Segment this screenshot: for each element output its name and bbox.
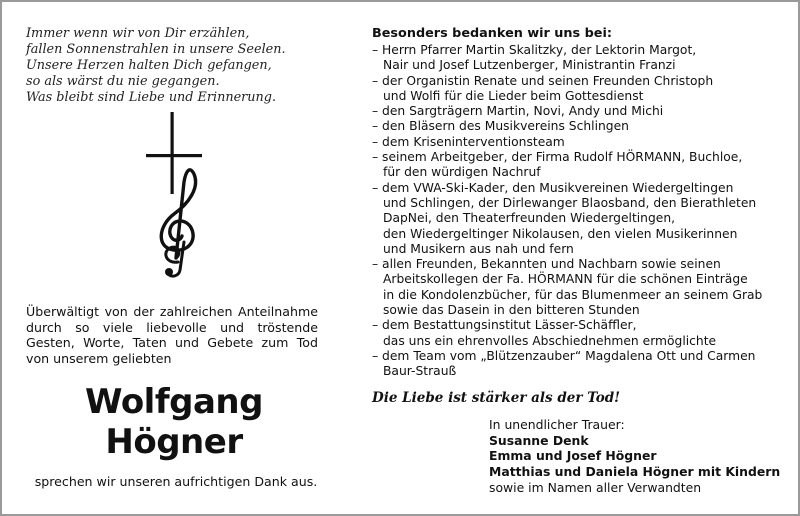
right-column	[372, 26, 792, 496]
thanks-line: DapNei, den Theaterfreunden Wiedergeltingen,	[383, 211, 676, 226]
motto: Die Liebe ist stärker als der Tod!	[372, 390, 621, 406]
thanks-line: – allen Freunden, Bekannten und Nachbarn sowie seinen	[372, 257, 721, 272]
intro-line: von unserem geliebten	[26, 351, 172, 367]
thanks-line: und Musikern aus nah und fern	[383, 241, 574, 256]
thanks-line: – seinem Arbeitgeber, der Firma Rudolf HÖRMANN, Buchloe,	[372, 150, 743, 165]
intro-line: Überwältigt von der zahlreichen Anteilnahme	[26, 304, 318, 319]
thanks-line: und Schlingen, der Dirlewanger Blaosband, den Bierathleten	[383, 195, 757, 210]
mourning-intro: In unendlicher Trauer:	[489, 417, 625, 432]
mourner-name: Matthias und Daniela Högner mit Kindern	[489, 464, 781, 480]
thanks-line: – dem Team vom „Blützenzauber“ Magdalena Ott und Carmen	[372, 348, 756, 363]
thanks-line: und Wolfi für die Lieder beim Gottesdienst	[383, 88, 644, 103]
mourners-block	[489, 417, 780, 496]
thanks-line: sowie das Dasein in den bitteren Stunden	[383, 303, 640, 318]
relatives-line: sowie im Namen aller Verwandten	[489, 479, 702, 495]
thanks-line: – dem Bestattungsinstitut Lässer-Schäffler,	[372, 318, 637, 333]
left-column	[26, 26, 326, 496]
mourner-name: Emma und Josef Högner	[489, 448, 657, 464]
poem-line: Unsere Herzen halten Dich gefangen,	[26, 57, 272, 73]
thanks-line: das uns ein ehrenvolles Abschiednehmen ermöglichte	[383, 333, 717, 348]
poem-line: Was bleibt sind Liebe und Erinnerung.	[26, 89, 277, 105]
deceased-last-name: Högner	[105, 422, 243, 462]
poem-line: Immer wenn wir von Dir erzählen,	[26, 26, 250, 41]
thanks-line: Nair und Josef Lutzenberger, Ministrantin Franzi	[383, 58, 676, 73]
thanks-line: in die Kondolenzbücher, für das Blumenmeer an seinem Grab	[383, 287, 763, 302]
deceased-first-name: Wolfgang	[85, 382, 263, 422]
intro-text	[26, 304, 318, 367]
poem-line: fallen Sonnenstrahlen in unsere Seelen.	[26, 41, 286, 57]
deceased-name	[26, 382, 322, 462]
poem	[26, 26, 326, 106]
thanks-line: – dem Kriseninterventionsteam	[372, 134, 565, 149]
cross-treble-clef-icon	[126, 112, 216, 282]
thanks-line: – der Organistin Renate und seinen Freunden Christoph	[372, 73, 714, 88]
thanks-heading: Besonders bedanken wir uns bei:	[372, 26, 612, 41]
thanks-line: für den würdigen Nachruf	[383, 165, 541, 180]
thanks-line: – dem VWA-Ski-Kader, den Musikvereinen Wiedergeltingen	[372, 180, 734, 195]
intro-line: Gesten, Worte, Taten und Gebete zum Tod	[26, 335, 318, 351]
thanks-line: – den Sargträgern Martin, Novi, Andy und Michi	[372, 104, 664, 119]
thanks-line: – Herrn Pfarrer Martin Skalitzky, der Lektorin Margot,	[372, 43, 697, 57]
thanks-line: Baur-Strauß	[383, 364, 457, 379]
poem-line: so als wärst du nie gegangen.	[26, 73, 220, 89]
thanks-list	[372, 43, 792, 380]
thanks-line: Arbeitskollegen der Fa. HÖRMANN für die schönen Einträge	[383, 272, 748, 287]
closing-text: sprechen wir unseren aufrichtigen Dank aus.	[34, 474, 318, 489]
mourner-name: Susanne Denk	[489, 432, 589, 448]
thanks-line: – den Bläsern des Musikvereins Schlingen	[372, 119, 629, 134]
thanks-line: den Wiedergeltinger Nikolausen, den vielen Musikerinnen	[383, 226, 738, 241]
intro-line: durch so viele liebevolle und tröstende	[26, 319, 318, 335]
